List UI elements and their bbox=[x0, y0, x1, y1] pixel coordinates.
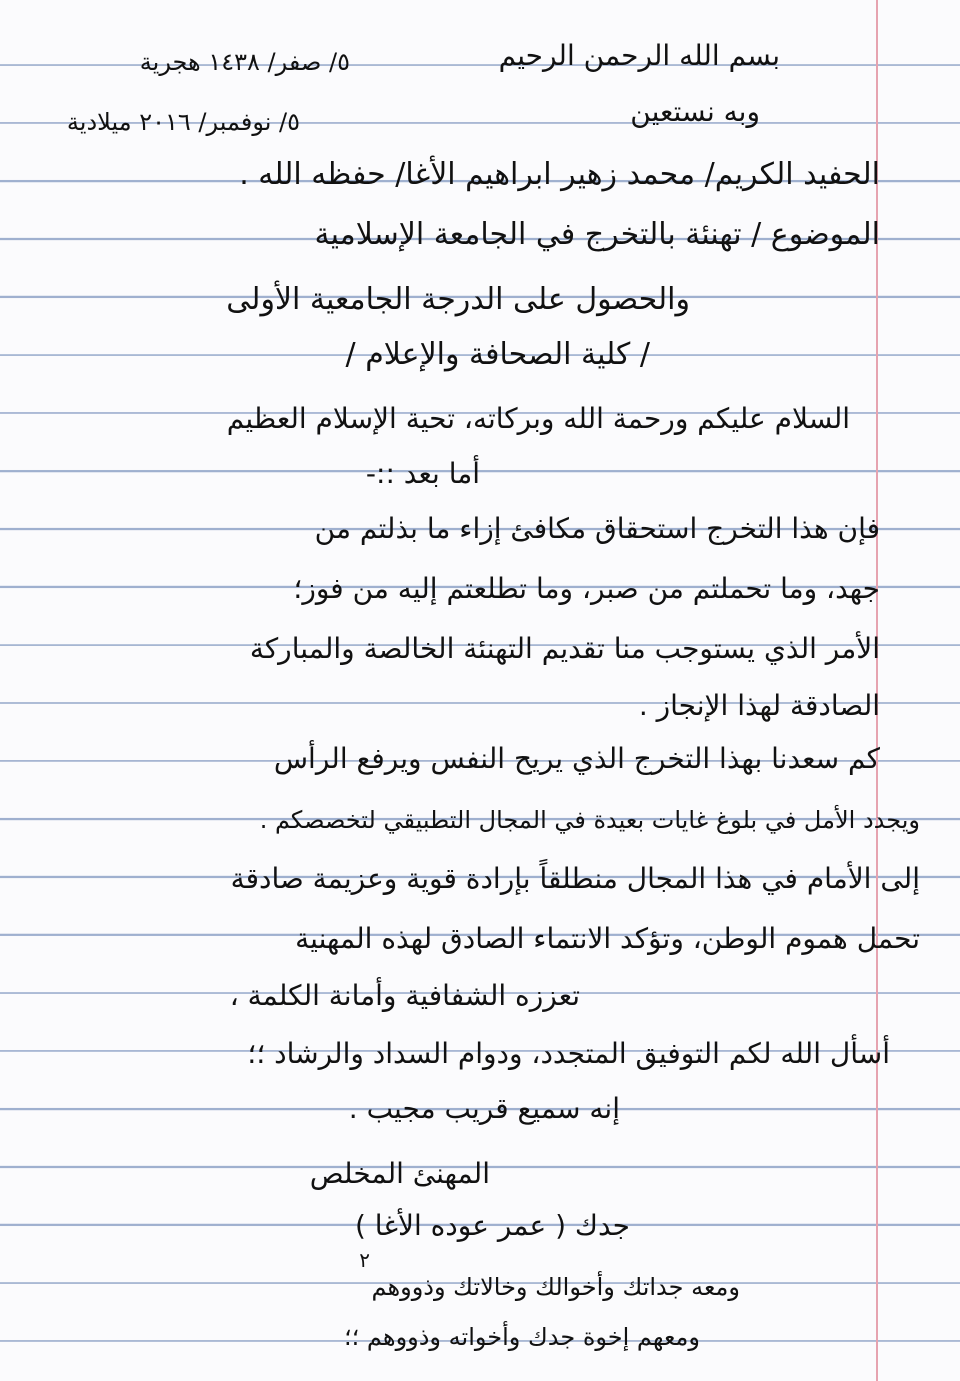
body-line-8: تحمل هموم الوطن، وتؤكد الانتماء الصادق لهذه المهنية bbox=[295, 922, 920, 955]
signature-line: جدك ( عمر عوده الأغا ) bbox=[354, 1209, 630, 1242]
postscript-line-2: ومعهم إخوة جدك وأخواته وذووهم ؛؛ bbox=[344, 1323, 700, 1351]
body-line-9: تعززه الشفافية وأمانة الكلمة ، bbox=[229, 979, 580, 1012]
closing-line: المهنئ المخلص bbox=[309, 1157, 490, 1190]
body-line-7: إلى الأمام في هذا المجال منطلقاً بإرادة قوية وعزيمة صادقة bbox=[230, 862, 920, 895]
greeting-line: السلام عليكم ورحمة الله وبركاته، تحية الإسلام العظيم bbox=[226, 402, 850, 435]
mark: ٢ bbox=[359, 1248, 370, 1272]
body-line-5: كم سعدنا بهذا التخرج الذي يريح النفس ويرفع الرأس bbox=[273, 742, 880, 775]
amma-baad: أما بعد ::- bbox=[365, 457, 480, 490]
body-line-6: ويجدد الأمل في بلوغ غايات بعيدة في المجال التطبيقي لتخصصكم . bbox=[259, 806, 920, 834]
date-hijri: ٥/ صفر/ ١٤٣٨ هجرية bbox=[139, 48, 350, 76]
subject-line-2: والحصول على الدرجة الجامعية الأولى bbox=[226, 282, 690, 317]
basmala: بسم الله الرحمن الرحيم bbox=[498, 39, 780, 72]
subject-line-3: / كلية الصحافة والإعلام / bbox=[345, 337, 650, 372]
seek-help-line: وبه نستعين bbox=[630, 95, 760, 128]
date-gregorian: ٥/ نوفمبر/ ٢٠١٦ ميلادية bbox=[66, 108, 300, 136]
subject-line-1: الموضوع / تهنئة بالتخرج في الجامعة الإسلامية bbox=[314, 217, 880, 252]
prayer-line: أسأل الله لكم التوفيق المتجدد، ودوام السداد والرشاد ؛؛ bbox=[247, 1037, 890, 1070]
body-line-2: جهد، وما تحملتم من صبر، وما تطلعتم إليه من فوز؛ bbox=[293, 572, 880, 605]
addressee-line: الحفيد الكريم/ محمد زهير ابراهيم الأغا/ حفظه الله . bbox=[239, 157, 880, 192]
body-line-3: الأمر الذي يستوجب منا تقديم التهنئة الخالصة والمباركة bbox=[249, 632, 880, 665]
body-line-4: الصادقة لهذا الإنجاز . bbox=[638, 689, 880, 722]
body-line-1: فإن هذا التخرج استحقاق مكافئ إزاء ما بذلتم من bbox=[314, 512, 880, 545]
prayer-closing-line: إنه سميع قريب مجيب . bbox=[348, 1092, 620, 1125]
postscript-line-1: ومعه جداتك وأخوالك وخالاتك وذووهم bbox=[371, 1273, 740, 1301]
